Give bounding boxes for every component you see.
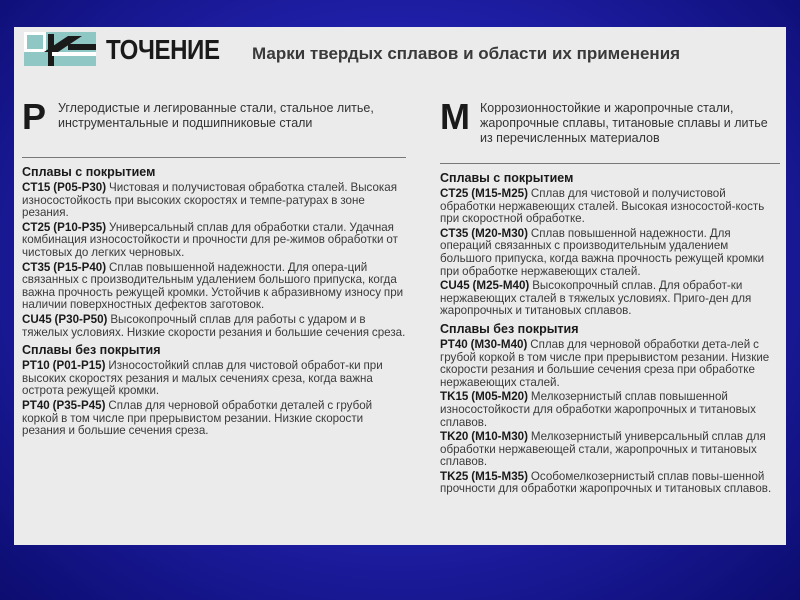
alloy-description: Мелкозернистый сплав повышенной износостойкости для обработки жаропрочных и титановых сплавов.: [440, 390, 756, 429]
alloy-description: Особомелкозернистый сплав повы-шенной прочности для обработки жаропрочных и титановых сплавов.: [440, 469, 772, 496]
alloy-description: Сплав повышенной надежности. Для операций связанных с производительным удалением большого припуска, когда важна прочность режущей кромки при обработке нержавеющих сталей.: [440, 226, 765, 278]
alloy-code: CT25 (M15-M25): [440, 187, 528, 200]
alloy-item: [22, 182, 406, 220]
alloy-code: CT15 (P05-P30): [22, 181, 107, 194]
alloy-description: Сплав для чистовой и получистовой обработки нержавеющих сталей. Высокая износостой-кость при скоростной обработке.: [440, 187, 765, 226]
alloy-item: [22, 314, 406, 339]
page-title: ТОЧЕНИЕ: [106, 34, 220, 65]
alloy-list: [440, 170, 780, 498]
alloy-item: [440, 280, 780, 318]
alloy-code: CU45 (M25-M40): [440, 279, 530, 293]
alloy-item: [440, 431, 780, 469]
alloy-item: [440, 188, 780, 226]
section-title: Сплавы без покрытия: [22, 343, 161, 358]
alloy-description: Универсальный сплав для обработки стали. Удачная комбинация износостойкости и прочности для ре-жимов обработки от чистовых до легких черновых.: [22, 220, 398, 259]
alloy-item: [22, 400, 406, 438]
alloy-code: TK25 (M15-M35): [440, 469, 528, 483]
alloy-description: Сплав для черновой обработки деталей с грубой коркой в том числе при прерывистом резании. Низкие скорости резания и большие сечения среза.: [22, 398, 373, 438]
alloy-code: TK15 (M05-M20): [440, 390, 528, 404]
alloy-code: CU45 (P30-P50): [22, 312, 108, 326]
header: [14, 27, 786, 99]
alloy-item: [22, 262, 406, 312]
alloy-description: Высокопрочный сплав для работы с ударом и в тяжелых условиях. Низкие скорости резания и большие сечения среза.: [22, 312, 406, 339]
divider: [22, 157, 406, 158]
group-description: Коррозионностойкие и жаропрочные стали, жаропрочные сплавы, титановые сплавы и литье из перечисленных материалов: [480, 101, 768, 145]
alloy-description: Сплав повышенной надежности. Для опера-ций связанных с производительным удалением большого припуска, когда важна прочность режущей кромки. Устойчив к абразивному износу при наличии поверхностных дефектов заготовок.: [22, 260, 404, 312]
alloy-description: Высокопрочный сплав. Для обработ-ки нержавеющих сталей в тяжелых условиях. Приго-ден для жаропрочных и титановых сплавов.: [440, 279, 752, 318]
alloy-description: Мелкозернистый универсальный сплав для обработки нержавеющей стали, жаропрочных и титановых сплавов.: [440, 430, 766, 469]
alloy-code: PT40 (M30-M40): [440, 337, 528, 351]
turning-logo-icon: [24, 32, 96, 66]
slide: [14, 27, 786, 545]
alloy-code: CT35 (P15-P40): [22, 260, 107, 274]
group-letter: M: [440, 96, 470, 137]
alloy-code: PT10 (P01-P15): [22, 359, 106, 373]
alloy-item: [440, 471, 780, 496]
alloy-code: CT35 (M20-M30): [440, 226, 528, 240]
page-subtitle: Марки твердых сплавов и области их применения: [252, 44, 681, 63]
alloy-code: TK20 (M10-M30): [440, 430, 528, 444]
divider: [440, 163, 780, 164]
alloy-list: [22, 164, 406, 440]
group-description: Углеродистые и легированные стали, стальное литье, инструментальные и подшипниковые стали: [58, 101, 374, 130]
alloy-item: [440, 391, 780, 429]
alloy-description: Чистовая и получистовая обработка сталей. Высокая износостойкость при высоких скоростях и темпе-ратурах в зоне резания.: [22, 181, 397, 220]
alloy-code: CT25 (P10-P35): [22, 220, 107, 234]
group-letter: P: [22, 96, 47, 137]
alloy-description: Износостойкий сплав для чистовой обработ-ки при высоких скоростях резания и малых сечениях среза, когда важна острота режущей кромки.: [22, 359, 383, 398]
section-title: Сплавы без покрытия: [440, 321, 579, 336]
alloy-item: [22, 360, 406, 398]
alloy-item: [440, 228, 780, 278]
alloy-item: [22, 222, 406, 260]
section-title: Сплавы с покрытием: [440, 171, 574, 185]
section-title: Сплавы с покрытием: [22, 165, 156, 179]
alloy-description: Сплав для черновой обработки дета-лей с грубой коркой в том числе при прерывистом резании. Низкие скорости резания и большие сечения среза при обработке нержавеющих сталей.: [440, 337, 770, 389]
alloy-code: PT40 (P35-P45): [22, 398, 106, 412]
alloy-item: [440, 339, 780, 389]
